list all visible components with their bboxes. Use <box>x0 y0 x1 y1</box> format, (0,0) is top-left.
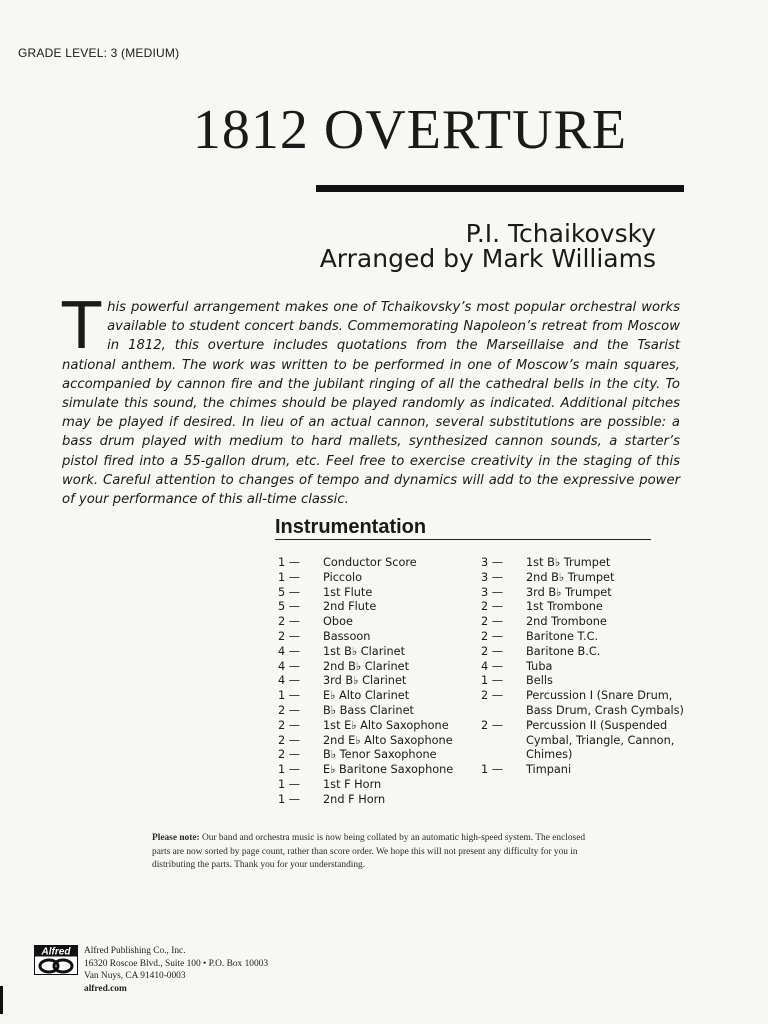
instrument-row <box>278 748 478 763</box>
instrument-qty: 4 — <box>278 659 301 673</box>
instrument-qty: 2 — <box>481 689 504 703</box>
instrument-qty: 2 — <box>278 629 301 643</box>
instrument-row <box>481 689 691 719</box>
instrument-row <box>481 645 691 660</box>
arranger-credit: Arranged by Mark Williams <box>319 244 656 273</box>
instrument-qty: 1 — <box>278 763 301 777</box>
instrument-row <box>278 556 478 571</box>
instrument-name: B♭ Tenor Saxophone <box>323 748 437 762</box>
instrument-qty: 3 — <box>481 585 504 599</box>
instrument-qty: 3 — <box>481 556 504 569</box>
note-text: Our band and orchestra music is now being collated by an automatic high-speed system. The enclosed parts are now sorted by page count, rather than score order. We hope this will not present any difficulty for you in distributing the parts. Thank you for your understanding. <box>152 833 586 871</box>
instrument-row <box>278 719 478 734</box>
page-title: 1812 OVERTURE <box>192 99 628 161</box>
instrument-row <box>278 600 478 615</box>
instrument-name: 2nd B♭ Trumpet <box>526 570 615 584</box>
instrument-name: 1st Flute <box>323 585 373 599</box>
instrument-name: 3rd B♭ Clarinet <box>323 674 407 688</box>
instrument-name: 2nd Trombone <box>526 615 607 629</box>
instrument-qty: 2 — <box>481 629 504 643</box>
intro-text: his powerful arrangement makes one of Tchaikovsky’s most popular orchestral works available to student concert bands. Commemorating Napoleon’s retreat from Moscow in 1812, this overture includes quotations from the Marseillaise and the Tsarist national anthem. The work was written to be performed in one of Moscow’s main squares, accompanied by cannon fire and the jubilant ringing of all the cathedral bells in the city. To simulate this sound, the chimes should be played randomly as indicated. Additional pitches may be played if desired. In lieu of an actual cannon, several substitutions are possible: a bass drum played with medium to hard mallets, synthesized cannon sounds, a starter’s pistol fired into a 55-gallon drum, etc. Feel free to exercise creativity in the staging of this work. Careful attention to changes of tempo and dynamics will add to the expressive power of your performance of this all-time classic. <box>62 300 680 508</box>
instrument-name: 2nd B♭ Clarinet <box>323 659 410 673</box>
instrument-row <box>278 763 478 778</box>
publisher-url[interactable]: alfred.com <box>84 983 127 994</box>
instrument-list-right <box>481 556 691 778</box>
instrument-qty: 1 — <box>278 556 301 569</box>
instrument-qty: 1 — <box>481 763 504 777</box>
instrument-qty: 1 — <box>481 674 504 688</box>
instrument-row <box>481 763 691 778</box>
title-rule <box>316 185 684 192</box>
instrument-row <box>278 645 478 660</box>
instrument-row <box>481 586 691 601</box>
instrument-row <box>278 660 478 675</box>
instrument-row <box>481 719 691 763</box>
instrument-name: Baritone B.C. <box>526 644 601 658</box>
instrument-row <box>278 734 478 749</box>
instrumentation-rule <box>275 539 651 540</box>
drop-cap: T <box>62 290 102 364</box>
logo-text: Alfred <box>41 946 71 958</box>
publisher-address-1: 16320 Roscoe Blvd., Suite 100 • P.O. Box 10003 <box>84 958 269 969</box>
instrument-name: 2nd E♭ Alto Saxophone <box>323 733 453 747</box>
note-label: Please note: <box>152 833 200 843</box>
instrument-name: 2nd F Horn <box>323 792 386 806</box>
instrument-qty: 3 — <box>481 570 504 584</box>
instrument-row <box>481 600 691 615</box>
instrument-qty: 2 — <box>481 718 504 732</box>
instrument-row <box>278 630 478 645</box>
instrument-name: Baritone T.C. <box>526 629 599 643</box>
instrument-list-left <box>278 556 478 808</box>
instrument-qty: 1 — <box>278 792 301 806</box>
instrument-name: 2nd Flute <box>323 600 377 614</box>
instrument-name: Tuba <box>526 659 553 673</box>
instrument-name: E♭ Alto Clarinet <box>323 689 410 703</box>
grade-level: GRADE LEVEL: 3 (MEDIUM) <box>18 46 180 60</box>
instrument-row <box>481 615 691 630</box>
instrument-name: Percussion I (Snare Drum, Bass Drum, Crash Cymbals) <box>526 689 684 717</box>
composer-credit: P.I. Tchaikovsky <box>465 219 656 248</box>
instrument-qty: 2 — <box>278 703 301 717</box>
instrument-name: 3rd B♭ Trumpet <box>526 585 612 599</box>
instrument-row <box>278 778 478 793</box>
instrument-qty: 2 — <box>278 748 301 762</box>
instrument-row <box>278 689 478 704</box>
instrument-row <box>278 586 478 601</box>
instrument-qty: 2 — <box>278 733 301 747</box>
instrument-row <box>278 793 478 808</box>
instrument-row <box>481 630 691 645</box>
instrument-row <box>481 571 691 586</box>
instrument-qty: 4 — <box>278 644 301 658</box>
instrument-qty: 1 — <box>278 689 301 703</box>
instrument-name: 1st Trombone <box>526 600 603 614</box>
instrument-row <box>481 660 691 675</box>
instrument-qty: 4 — <box>481 659 504 673</box>
instrument-row <box>278 674 478 689</box>
publisher-address-2: Van Nuys, CA 91410-0003 <box>84 971 186 982</box>
instrument-name: Bassoon <box>323 629 371 643</box>
instrument-row <box>481 556 691 571</box>
instrument-qty: 2 — <box>481 615 504 629</box>
instrument-name: 1st B♭ Clarinet <box>323 644 406 658</box>
instrument-qty: 5 — <box>278 600 301 614</box>
instrument-name: Bells <box>526 674 553 688</box>
instrument-row <box>481 674 691 689</box>
publisher-info <box>84 945 268 995</box>
instrument-row <box>278 615 478 630</box>
instrument-row <box>278 571 478 586</box>
instrument-qty: 2 — <box>481 600 504 614</box>
instrument-name: 1st F Horn <box>323 777 382 791</box>
instrument-qty: 1 — <box>278 777 301 791</box>
collation-note <box>152 832 592 873</box>
instrument-name: Timpani <box>526 763 572 777</box>
scan-edge-mark <box>0 986 3 1014</box>
instrumentation-heading: Instrumentation <box>275 516 427 538</box>
instrument-name: Conductor Score <box>323 556 417 569</box>
instrument-name: Percussion II (Suspended Cymbal, Triangle, Cannon, Chimes) <box>526 718 675 762</box>
instrument-name: 1st E♭ Alto Saxophone <box>323 718 449 732</box>
instrument-name: 1st B♭ Trumpet <box>526 556 611 569</box>
intro-paragraph <box>62 290 680 509</box>
instrument-qty: 1 — <box>278 570 301 584</box>
instrument-name: Piccolo <box>323 570 363 584</box>
instrument-name: B♭ Bass Clarinet <box>323 703 414 717</box>
publisher-name: Alfred Publishing Co., Inc. <box>84 946 186 956</box>
instrument-qty: 2 — <box>278 718 301 732</box>
alfred-logo-icon <box>34 945 78 975</box>
instrument-qty: 2 — <box>481 644 504 658</box>
instrument-qty: 4 — <box>278 674 301 688</box>
instrument-row <box>278 704 478 719</box>
instrument-qty: 2 — <box>278 615 301 629</box>
instrument-name: Oboe <box>323 615 353 629</box>
instrument-name: E♭ Baritone Saxophone <box>323 763 454 777</box>
instrument-qty: 5 — <box>278 585 301 599</box>
